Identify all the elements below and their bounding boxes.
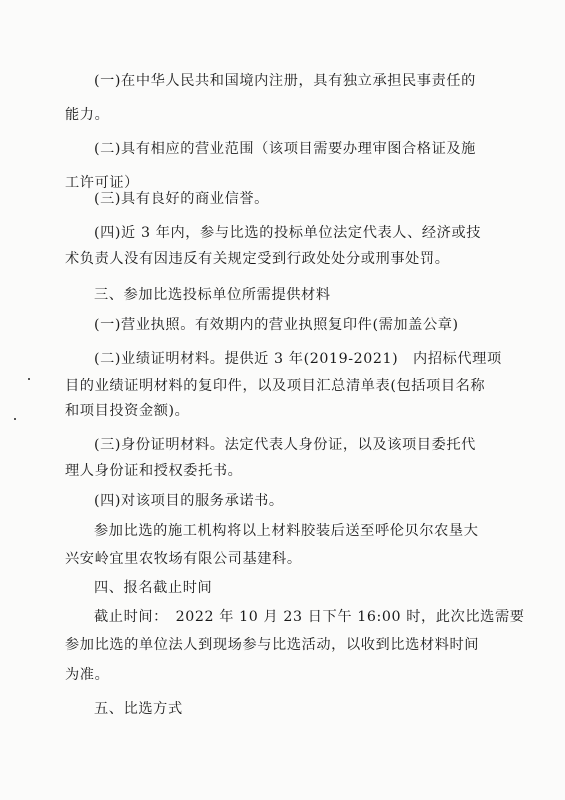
- text-line-deadline: 截止时间： 2022 年 10 月 23 日下午 16:00 时，此次比选需要: [94, 609, 525, 625]
- text-line-clause-4-cont: 术负责人没有因违反有关规定受到行政处处分或刑事处罚。: [65, 251, 450, 267]
- scan-speck: [28, 378, 30, 380]
- text-line-deadline-cont: 参加比选的单位法人到现场参与比选活动，以收到比选材料时间: [65, 637, 480, 653]
- text-line-material-2: (二)业绩证明材料。提供近 3 年(2019-2021) 内招标代理项: [94, 351, 502, 367]
- text-line-material-3-cont: 理人身份证和授权委托书。: [65, 463, 243, 479]
- text-line-material-2-cont: 目的业绩证明材料的复印件，以及项目汇总清单表(包括项目名称: [65, 378, 486, 394]
- text-line-clause-2-cont: 工许可证）: [65, 175, 139, 191]
- section-heading-5: 五、比选方式: [94, 701, 183, 717]
- text-line-deadline-cont-2: 为准。: [65, 667, 110, 683]
- text-line-clause-1: (一)在中华人民共和国境内注册，具有独立承担民事责任的: [94, 73, 476, 89]
- text-line-material-1: (一)营业执照。有效期内的营业执照复印件(需加盖公章): [94, 317, 459, 333]
- text-line-clause-2: (二)具有相应的营业范围（该项目需要办理审图合格证及施: [94, 141, 476, 157]
- text-line-clause-1-cont: 能力。: [65, 107, 110, 123]
- text-line-submission: 参加比选的施工机构将以上材料胶装后送至呼伦贝尔农垦大: [94, 523, 479, 539]
- section-heading-3: 三、参加比选投标单位所需提供材料: [94, 287, 331, 303]
- text-line-clause-4: (四)近 3 年内，参与比选的投标单位法定代表人、经济或技: [94, 225, 482, 241]
- scan-speck: [14, 418, 16, 420]
- text-line-submission-cont: 兴安岭宜里农牧场有限公司基建科。: [65, 551, 302, 567]
- text-line-material-2-cont-2: 和项目投资金额)。: [65, 403, 190, 419]
- text-line-material-3: (三)身份证明材料。法定代表人身份证，以及该项目委托代: [94, 437, 476, 453]
- text-line-clause-3: (三)具有良好的商业信誉。: [94, 191, 269, 207]
- section-heading-4: 四、报名截止时间: [94, 580, 213, 596]
- text-line-material-4: (四)对该项目的服务承诺书。: [94, 493, 284, 509]
